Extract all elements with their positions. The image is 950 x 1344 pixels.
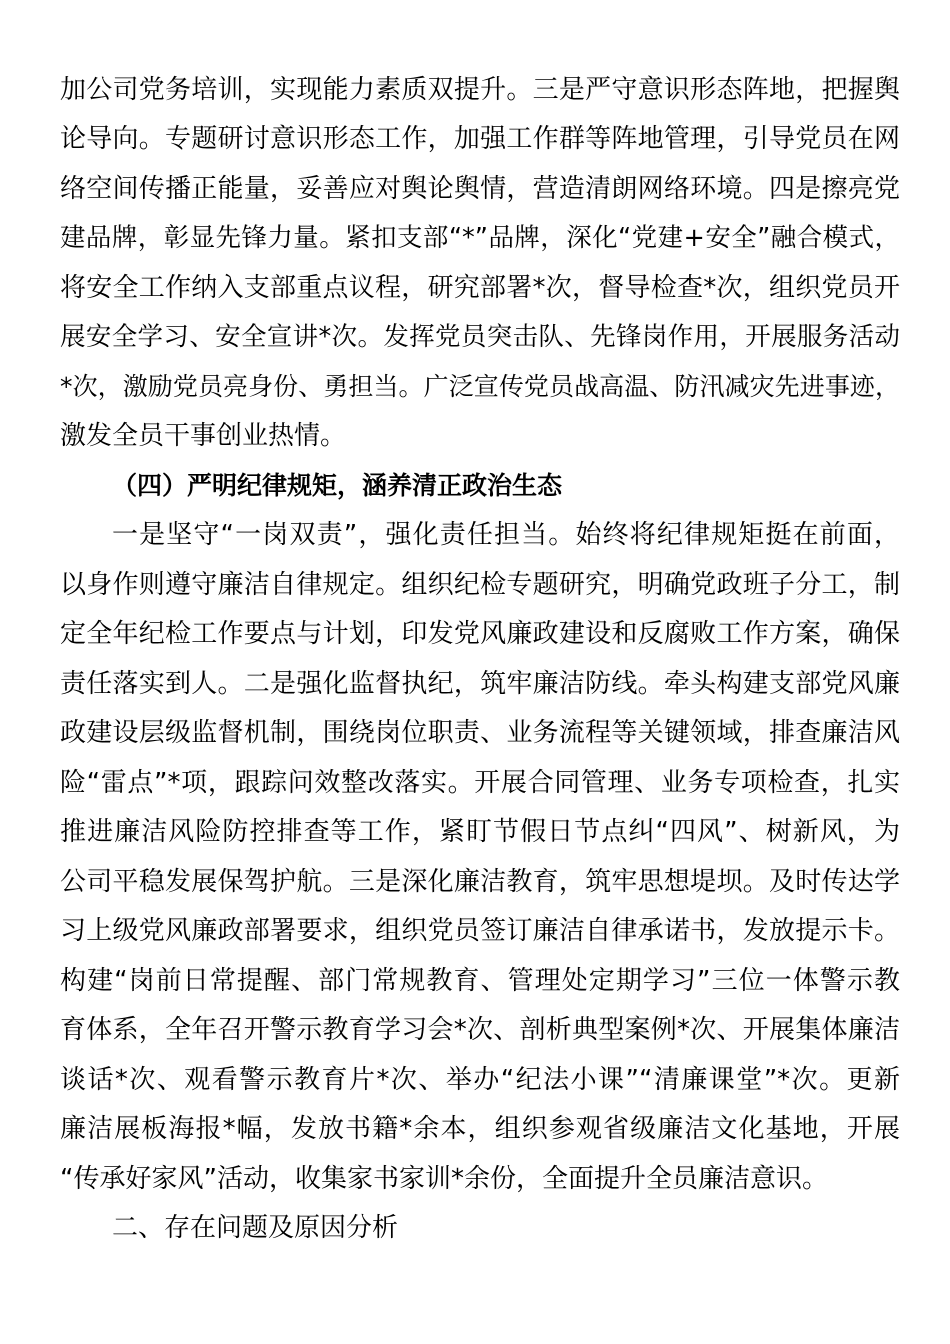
paragraph-2-line-13: 廉洁展板海报*幅，发放书籍*余本，组织参观省级廉洁文化基地，开展 (60, 1114, 900, 1144)
paragraph-2-line-6: 险“雷点”*项，跟踪问效整改落实。开展合同管理、业务专项检查，扎实 (60, 768, 900, 798)
paragraph-2-line-1: 一是坚守“一岗双责”，强化责任担当。始终将纪律规矩挺在前面， (112, 520, 900, 550)
paragraph-2-line-3: 定全年纪检工作要点与计划，印发党风廉政建设和反腐败工作方案，确保 (60, 619, 900, 649)
paragraph-1-line-1: 加公司党务培训，实现能力素质双提升。三是严守意识形态阵地，把握舆 (60, 75, 900, 105)
paragraph-1-line-4: 建品牌，彰显先锋力量。紧扣支部“*”品牌，深化“党建+安全”融合模式， (60, 223, 900, 253)
paragraph-1-line-3: 络空间传播正能量，妥善应对舆论舆情，营造清朗网络环境。四是擦亮党 (60, 174, 900, 204)
paragraph-2-line-7: 推进廉洁风险防控排查等工作，紧盯节假日节点纠“四风”、树新风，为 (60, 817, 900, 847)
section-heading: 二、存在问题及原因分析 (112, 1213, 399, 1243)
paragraph-2-line-8: 公司平稳发展保驾护航。三是深化廉洁教育，筑牢思想堤坝。及时传达学 (60, 867, 900, 897)
paragraph-1-line-8: 激发全员干事创业热情。 (60, 421, 347, 451)
paragraph-2-line-10: 构建“岗前日常提醒、部门常规教育、管理处定期学习”三位一体警示教 (60, 966, 900, 996)
paragraph-2-line-9: 习上级党风廉政部署要求，组织党员签订廉洁自律承诺书，发放提示卡。 (60, 916, 900, 946)
paragraph-2-line-14: “传承好家风”活动，收集家书家训*余份，全面提升全员廉洁意识。 (60, 1164, 828, 1194)
paragraph-1-line-2: 论导向。专题研讨意识形态工作，加强工作群等阵地管理，引导党员在网 (60, 124, 900, 154)
subsection-heading: （四）严明纪律规矩，涵养清正政治生态 (112, 471, 563, 500)
paragraph-2-line-5: 政建设层级监督机制，围绕岗位职责、业务流程等关键领域，排查廉洁风 (60, 718, 900, 748)
paragraph-1-line-7: *次，激励党员亮身份、勇担当。广泛宣传党员战高温、防汛减灾先进事迹， (60, 372, 900, 401)
paragraph-2-line-11: 育体系，全年召开警示教育学习会*次、剖析典型案例*次、开展集体廉洁 (60, 1015, 900, 1045)
paragraph-2-line-12: 谈话*次、观看警示教育片*次、举办“纪法小课”“清廉课堂”*次。更新 (60, 1065, 900, 1095)
paragraph-1-line-6: 展安全学习、安全宣讲*次。发挥党员突击队、先锋岗作用，开展服务活动 (60, 322, 900, 352)
paragraph-2-line-2: 以身作则遵守廉洁自律规定。组织纪检专题研究，明确党政班子分工，制 (60, 570, 900, 600)
paragraph-1-line-5: 将安全工作纳入支部重点议程，研究部署*次，督导检查*次，组织党员开 (60, 273, 900, 303)
paragraph-2-line-4: 责任落实到人。二是强化监督执纪，筑牢廉洁防线。牵头构建支部党风廉 (60, 669, 900, 699)
